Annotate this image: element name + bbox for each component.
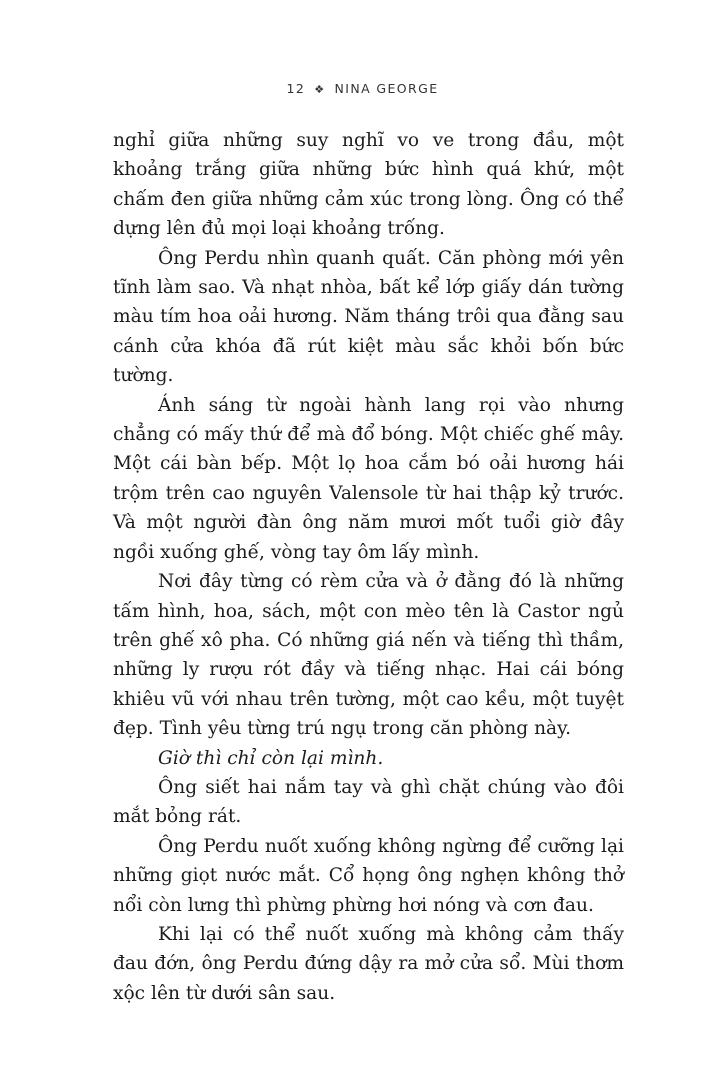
paragraph: Ánh sáng từ ngoài hành lang rọi vào nhưng chẳng có mấy thứ để mà đổ bóng. Một chiếc ghế mây. Một cái bàn bếp. Một lọ hoa cắm bó oải hương hái trộm trên cao nguyên Valensole từ hai thập kỷ trước. Và một người đàn ông năm mươi mốt tuổi giờ đây ngồi xuống ghế, vòng tay ôm lấy mình.	[113, 394, 624, 563]
paragraph-continued: nghỉ giữa những suy nghĩ vo ve trong đầu, một khoảng trắng giữa những bức hình quá khứ, một chấm đen giữa những cảm xúc trong lòng. Ông có thể dựng lên đủ mọi loại khoảng trống.	[113, 130, 624, 240]
paragraph: Khi lại có thể nuốt xuống mà không cảm thấy đau đớn, ông Perdu đứng dậy ra mở cửa sổ. Mùi thơm xộc lên từ dưới sân sau.	[113, 923, 624, 1004]
italic-paragraph: Giờ thì chỉ còn lại mình.	[158, 747, 384, 769]
page-body	[113, 126, 624, 1008]
paragraph: Ông Perdu nhìn quanh quất. Căn phòng mới yên tĩnh làm sao. Và nhạt nhòa, bất kể lớp giấy dán tường màu tím hoa oải hương. Năm tháng trôi qua đằng sau cánh cửa khóa đã rút kiệt màu sắc khỏi bốn bức tường.	[113, 247, 624, 387]
paragraph: Nơi đây từng có rèm cửa và ở đằng đó là những tấm hình, hoa, sách, một con mèo tên là Castor ngủ trên ghế xô pha. Có những giá nến và tiếng thì thầm, những ly rượu rót đầy và tiếng nhạc. Hai cái bóng khiêu vũ với nhau trên tường, một cao kều, một tuyệt đẹp. Tình yêu từng trú ngụ trong căn phòng này.	[113, 571, 624, 740]
ornament-separator: ❖	[314, 83, 326, 96]
paragraph: Ông Perdu nuốt xuống không ngừng để cưỡng lại những giọt nước mắt. Cổ họng ông nghẹn không thở nổi còn lưng thì phừng phừng hơi nóng và cơn đau.	[113, 835, 624, 916]
page-number: 12	[286, 81, 306, 96]
author-name: NINA GEORGE	[334, 81, 439, 96]
paragraph: Ông siết hai nắm tay và ghì chặt chúng vào đôi mắt bỏng rát.	[113, 776, 624, 828]
running-header	[0, 81, 725, 96]
